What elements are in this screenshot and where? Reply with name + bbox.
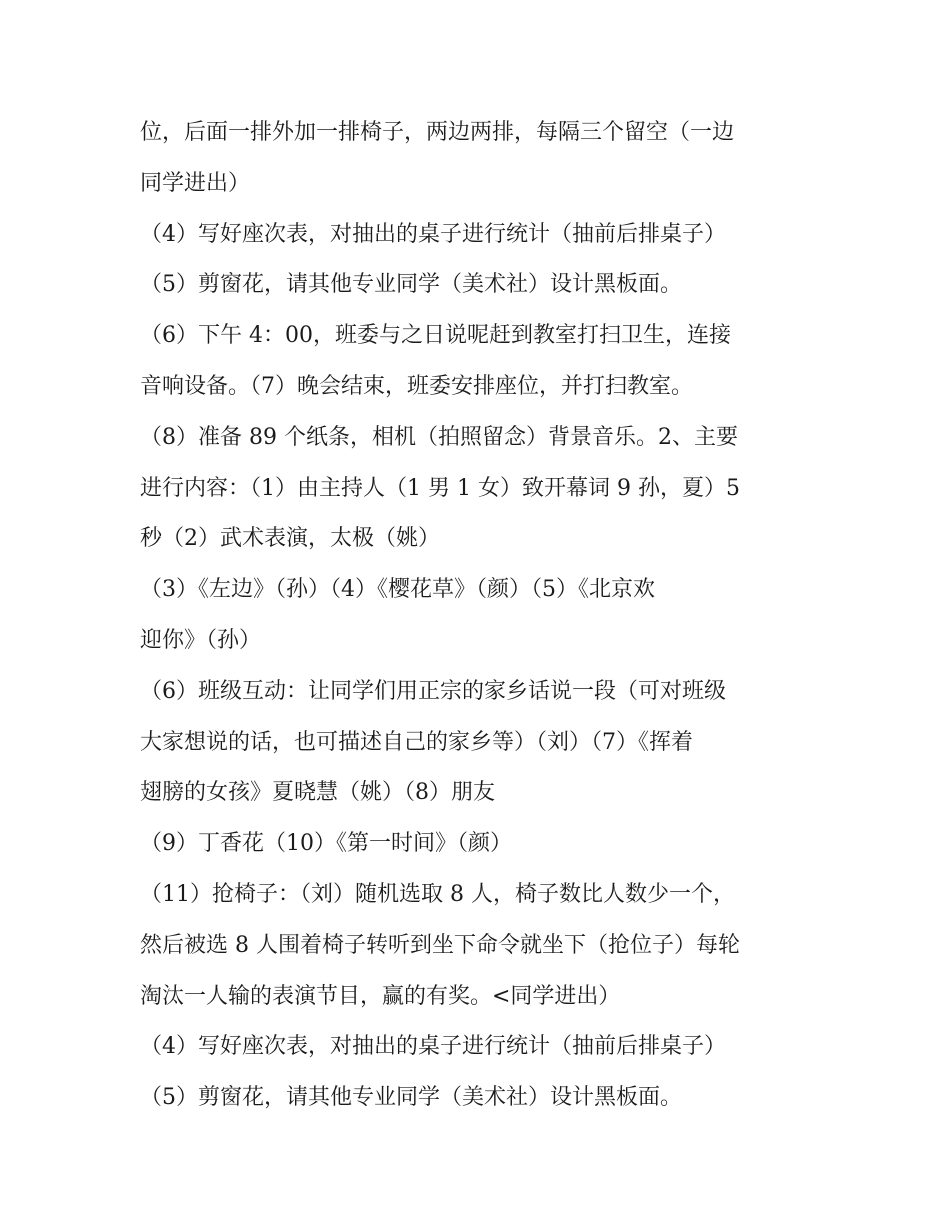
document-body [140, 108, 830, 1124]
text-line: 翅膀的女孩》夏晓慧（姚）（8）朋友 [140, 780, 495, 806]
text-line: 进行内容：（1）由主持人（1 男 1 女）致开幕词 9 孙，夏）5 [140, 475, 740, 501]
text-line: （5）剪窗花，请其他专业同学（美术社）设计黑板面。 [140, 1085, 682, 1111]
text-line: （4）写好座次表，对抽出的桌子进行统计（抽前后排桌子） [140, 1034, 726, 1060]
text-line: 然后被选 8 人围着椅子转听到坐下命令就坐下（抢位子）每轮 [140, 932, 740, 958]
text-line: （4）写好座次表，对抽出的桌子进行统计（抽前后排桌子） [140, 221, 726, 247]
text-line: （9）丁香花（10）《第一时间》（颜） [140, 831, 512, 857]
text-line: 迎你》（孙） [140, 627, 262, 653]
text-line: 淘汰一人输的表演节目，赢的有奖。<同学进出） [140, 983, 621, 1009]
text-line: （3）《左边》（孙）（4）《樱花草》（颜）（5）《北京欢 [140, 577, 655, 603]
text-line: 同学进出） [140, 170, 251, 196]
text-line: （11）抢椅子：（刘）随机选取 8 人，椅子数比人数少一个， [140, 881, 735, 907]
text-line: 秒（2）武术表演，太极（姚） [140, 526, 440, 552]
text-line: （5）剪窗花，请其他专业同学（美术社）设计黑板面。 [140, 272, 682, 298]
text-line: 位，后面一排外加一排椅子，两边两排，每隔三个留空（一边 [140, 120, 735, 145]
text-line: 大家想说的话，也可描述自己的家乡等）（刘）（7）《挥着 [140, 729, 693, 755]
text-line: （6）班级互动：让同学们用正宗的家乡话说一段（可对班级 [140, 678, 726, 704]
text-line: （6）下午 4：00，班委与之日说呢赶到教室打扫卫生，连接 [140, 323, 731, 349]
text-line: 音响设备。（7）晚会结束，班委安排座位，并打扫教室。 [140, 373, 693, 399]
text-line: （8）准备 89 个纸条，相机（拍照留念）背景音乐。2、主要 [140, 424, 738, 450]
